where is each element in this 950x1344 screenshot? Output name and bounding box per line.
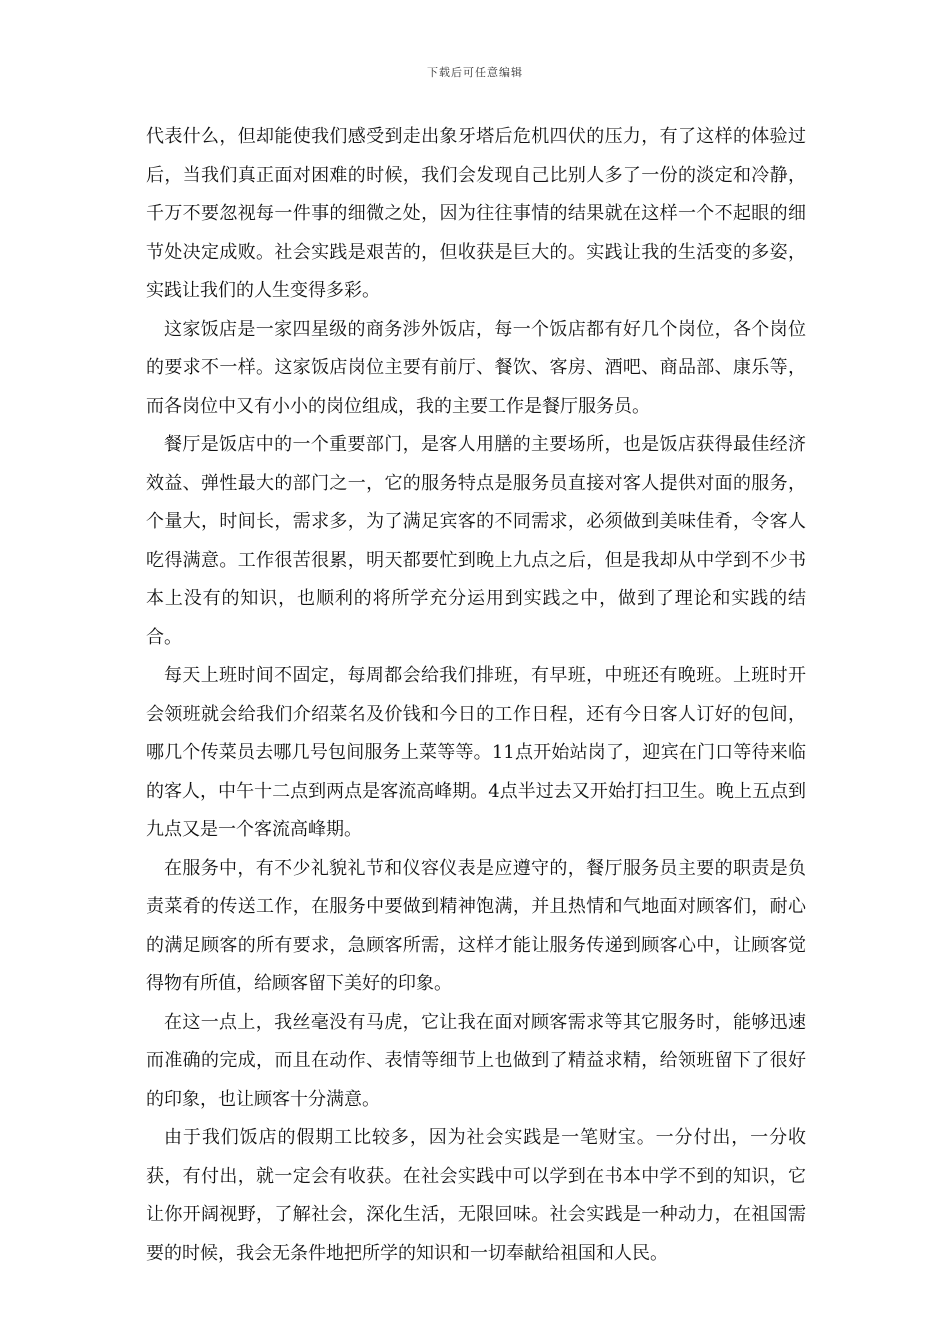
paragraph-7: 由于我们饭店的假期工比较多，因为社会实践是一笔财宝。一分付出，一分收获，有付出，就一定会有收获。在社会实践中可以学到在书本中学不到的知识，它让你开阔视野，了解社会，深化生活，无限回味。社会实践是一种动力，在祖国需要的时候，我会无条件地把所学的知识和一切奉献给祖国和人民。 <box>146 1127 806 1264</box>
paragraph-1: 代表什么，但却能使我们感受到走出象牙塔后危机四伏的压力，有了这样的体验过后，当我们真正面对困难的时候，我们会发现自己比别人多了一份的淡定和冷静，千万不要忽视每一件事的细微之处，因为往往事情的结果就在这样一个不起眼的细节处决定成败。社会实践是艰苦的，但收获是巨大的。实践让我的生活变的多姿，实践让我们的人生变得多彩。 <box>146 126 806 301</box>
paragraph-6: 在这一点上，我丝毫没有马虎，它让我在面对顾客需求等其它服务时，能够迅速而准确的完成，而且在动作、表情等细节上也做到了精益求精，给领班留下了很好的印象，也让顾客十分满意。 <box>146 1011 806 1110</box>
document-body <box>146 118 806 1273</box>
page-header: 下载后可任意编辑 <box>427 66 523 79</box>
paragraph-3: 餐厅是饭店中的一个重要部门，是客人用膳的主要场所，也是饭店获得最佳经济效益、弹性最大的部门之一，它的服务特点是服务员直接对客人提供对面的服务，个量大，时间长，需求多，为了满足宾客的不同需求，必须做到美味佳肴，令客人吃得满意。工作很苦很累，明天都要忙到晚上九点之后，但是我却从中学到不少书本上没有的知识，也顺利的将所学充分运用到实践之中，做到了理论和实践的结合。 <box>146 434 806 648</box>
paragraph-2: 这家饭店是一家四星级的商务涉外饭店，每一个饭店都有好几个岗位，各个岗位的要求不一样。这家饭店岗位主要有前厅、餐饮、客房、酒吧、商品部、康乐等，而各岗位中又有小小的岗位组成，我的主要工作是餐厅服务员。 <box>146 318 806 417</box>
paragraph-5: 在服务中，有不少礼貌礼节和仪容仪表是应遵守的，餐厅服务员主要的职责是负责菜肴的传送工作，在服务中要做到精神饱满，并且热情和气地面对顾客们，耐心的满足顾客的所有要求，急顾客所需，这样才能让服务传递到顾客心中，让顾客觉得物有所值，给顾客留下美好的印象。 <box>146 857 806 994</box>
paragraph-4: 每天上班时间不固定，每周都会给我们排班，有早班，中班还有晚班。上班时开会领班就会给我们介绍菜名及价钱和今日的工作日程，还有今日客人订好的包间，哪几个传菜员去哪几号包间服务上菜等等。11点开始站岗了，迎宾在门口等待来临的客人，中午十二点到两点是客流高峰期。4点半过去又开始打扫卫生。晚上五点到九点又是一个客流高峰期。 <box>146 665 806 840</box>
